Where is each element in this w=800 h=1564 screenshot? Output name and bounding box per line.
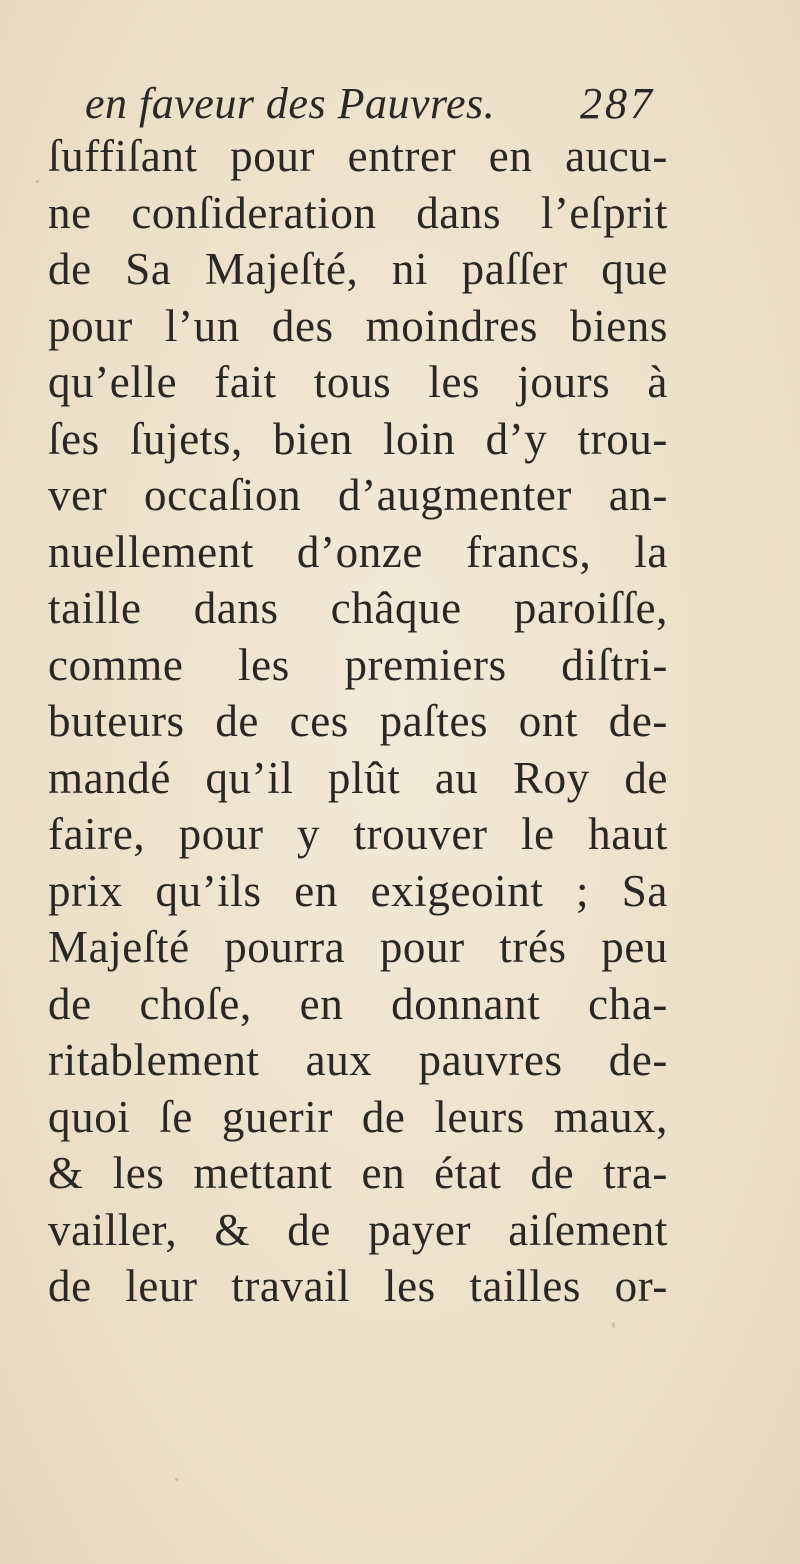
text-line: Majeſté pourra pour trés peu — [48, 922, 668, 972]
running-head: en faveur des Pauvres. — [85, 79, 496, 128]
text-line: ſuffiſant pour entrer en aucu- — [48, 131, 668, 181]
text-line: prix qu’ils en exigeoint ; Sa — [48, 865, 668, 916]
page-number: 287 — [580, 79, 655, 128]
paper-speck — [612, 1322, 615, 1328]
text-line: taille dans châque paroiſſe, — [48, 583, 668, 633]
text-line: buteurs de ces paſtes ont de- — [48, 696, 668, 746]
body-text — [48, 128, 668, 1315]
text-line: ritablement aux pauvres de- — [48, 1035, 668, 1085]
text-line: qu’elle fait tous les jours à — [48, 357, 668, 407]
text-line: quoi ſe guerir de leurs maux, — [48, 1091, 668, 1142]
paper-speck — [175, 1478, 178, 1481]
page-header — [85, 72, 655, 136]
text-line: pour l’un des moindres biens — [48, 300, 668, 351]
text-line: ne conſideration dans l’eſprit — [48, 187, 668, 238]
text-line: de Sa Majeſté, ni paſſer que — [48, 244, 668, 294]
text-line: mandé qu’il plût au Roy de — [48, 752, 668, 803]
text-line: faire, pour y trouver le haut — [48, 809, 668, 859]
text-line: & les mettant en état de tra- — [48, 1148, 668, 1198]
text-line: ſes ſujets, bien loin d’y trou- — [48, 413, 668, 464]
text-line: nuellement d’onze francs, la — [48, 526, 668, 577]
text-line: de choſe, en donnant cha- — [48, 978, 668, 1029]
text-line: vailler, & de payer aiſement — [48, 1204, 668, 1255]
text-line: ver occaſion d’augmenter an- — [48, 470, 668, 520]
text-line: de leur travail les tailles or- — [48, 1261, 668, 1311]
paper-speck — [36, 180, 39, 183]
text-line: comme les premiers diſtri- — [48, 639, 668, 690]
